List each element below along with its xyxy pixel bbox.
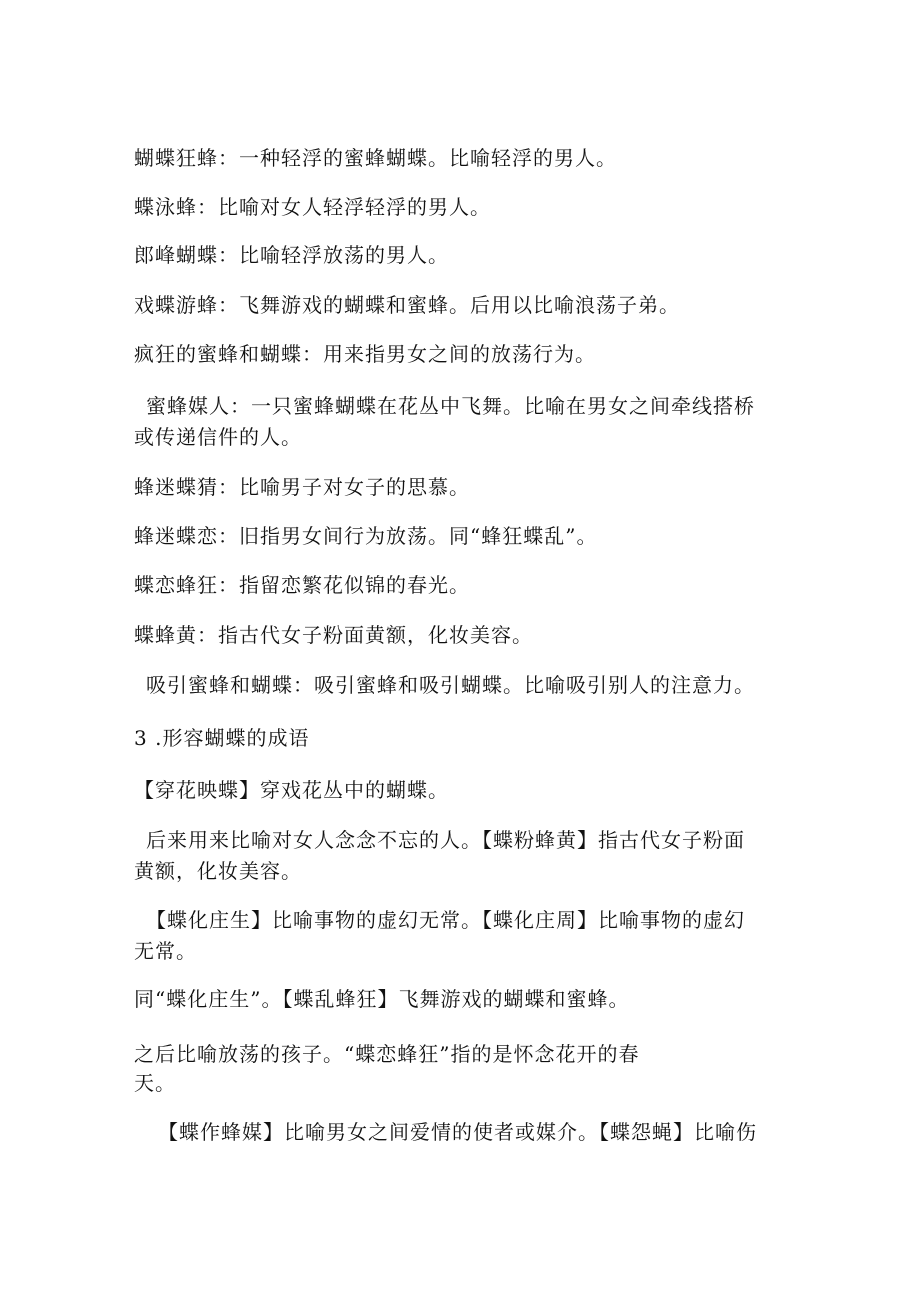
text-line: 郎峰蝴蝶：比喻轻浮放荡的男人。 bbox=[134, 243, 449, 267]
text-line: 同“蝶化庄生”。【蝶乱蜂狂】飞舞游戏的蝴蝶和蜜蜂。 bbox=[134, 987, 630, 1011]
text-line: 蜜蜂媒人：一只蜜蜂蝴蝶在花丛中飞舞。比喻在男女之间牵线搭桥 bbox=[146, 394, 755, 418]
text-line: 之后比喻放荡的孩子。“蝶恋蜂狂”指的是怀念花开的春 bbox=[134, 1042, 640, 1066]
text-line: 吸引蜜蜂和蝴蝶：吸引蜜蜂和吸引蝴蝶。比喻吸引别人的注意力。 bbox=[146, 673, 755, 697]
text-line: 蝴蝶狂蜂：一种轻浮的蜜蜂蝴蝶。比喻轻浮的男人。 bbox=[134, 146, 617, 170]
text-line: 蝶蜂黄：指古代女子粉面黄额，化妆美容。 bbox=[134, 623, 533, 647]
text-line: 后来用来比喻对女人念念不忘的人。【蝶粉蜂黄】指古代女子粉面 bbox=[146, 828, 745, 852]
text-line: 天。 bbox=[134, 1071, 176, 1095]
text-line: 蝶恋蜂狂：指留恋繁花似锦的春光。 bbox=[134, 573, 470, 597]
text-line: 黄额，化妆美容。 bbox=[134, 859, 302, 883]
text-line: 或传递信件的人。 bbox=[134, 425, 302, 449]
text-line: 蜂迷蝶猜：比喻男子对女子的思慕。 bbox=[134, 475, 470, 499]
text-line: 【蝶化庄生】比喻事物的虚幻无常。【蝶化庄周】比喻事物的虚幻 bbox=[146, 908, 745, 932]
text-line: 疯狂的蜜蜂和蝴蝶：用来指男女之间的放荡行为。 bbox=[134, 342, 596, 366]
text-line: 蜂迷蝶恋：旧指男女间行为放荡。同“蜂狂蝶乱”。 bbox=[134, 524, 598, 548]
text-line: 戏蝶游蜂：飞舞游戏的蝴蝶和蜜蜂。后用以比喻浪荡子弟。 bbox=[134, 293, 680, 317]
text-line: 无常。 bbox=[134, 939, 197, 963]
text-line: 【蝶作蜂媒】比喻男女之间爱情的使者或媒介。【蝶怨蝇】比喻伤 bbox=[158, 1120, 757, 1144]
text-line: 【穿花映蝶】穿戏花丛中的蝴蝶。 bbox=[134, 778, 449, 802]
section-heading: 3 .形容蝴蝶的成语 bbox=[134, 726, 310, 750]
text-line: 蝶泳蜂：比喻对女人轻浮轻浮的男人。 bbox=[134, 195, 491, 219]
